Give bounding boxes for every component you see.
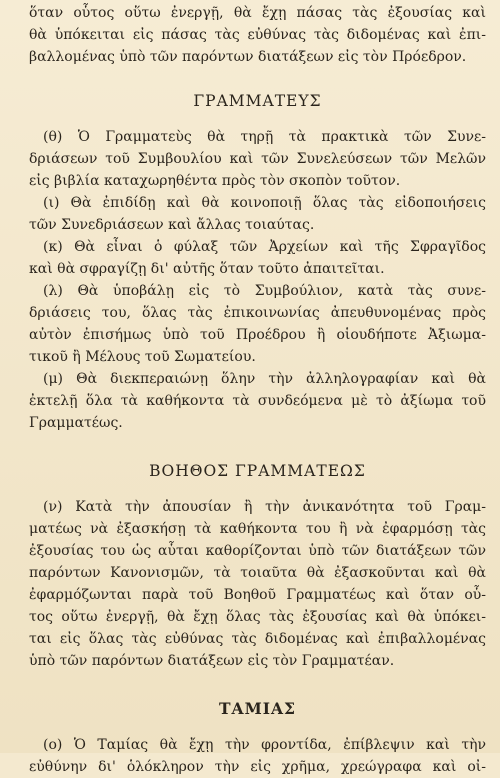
text-line: δριάσεων τοῦ Συμβουλίου καὶ τῶν Συνελεύσεων τῶν Μελῶν <box>29 151 486 167</box>
text-line: ματέως νὰ ἐξασκήσῃ τὰ καθήκοντα του ἢ νὰ ἐφαρμόσῃ τὰς <box>29 521 486 537</box>
text-line: (κ) Θὰ εἶναι ὁ φύλαξ τῶν Ἀρχείων καὶ τῆς Σφραγῖδος <box>43 239 486 255</box>
intro-paragraph <box>29 0 486 68</box>
text-line: (μ) Θὰ διεκπεραιώνῃ ὅλην τὴν ἀλληλογραφίαν καὶ θὰ <box>43 371 486 387</box>
text-line: ἐκτελῇ ὅλα τὰ καθήκοντα τὰ συνδεόμενα μὲ τὸ ἀξίωμα τοῦ <box>29 393 486 409</box>
text-line: βαλλομένας ὑπὸ τῶν παρόντων διατάξεων εἰς τὸν Πρόεδρον. <box>29 49 467 65</box>
paragraph-lambda <box>29 280 486 368</box>
text-line: θὰ ὑπόκειται εἰς πάσας τὰς εὐθύνας τὰς διδομένας καὶ ἐπι- <box>29 27 486 43</box>
paragraph-nu <box>29 496 486 672</box>
text-line: (ι) Θὰ ἐπιδίδῃ καὶ θὰ κοινοποιῇ ὅλας τὰς εἰδοποιήσεις <box>43 195 486 211</box>
text-line: (ν) Κατὰ τὴν ἀπουσίαν ἢ τὴν ἀνικανότητα τοῦ Γραμ- <box>43 499 486 515</box>
text-line: εὐθύνην δι' ὁλόκληρον τὴν εἰς χρῆμα, χρεώγραφα καὶ οἰ- <box>29 759 486 775</box>
text-line: (ο) Ὁ Ταμίας θὰ ἔχῃ τὴν φροντίδα, ἐπίβλεψιν καὶ τὴν <box>43 737 486 753</box>
text-line: (θ) Ὁ Γραμματεὺς θὰ τηρῇ τὰ πρακτικὰ τῶν Συνε- <box>43 129 486 145</box>
text-line: (λ) Θὰ ὑποβάλῃ εἰς τὸ Συμβούλιον, κατὰ τὰς συνε- <box>43 283 486 299</box>
text-line: εἰς βιβλία καταχωρηθέντα πρὸς τὸν σκοπὸν τοῦτον. <box>29 173 401 189</box>
section-heading-voithos-grammateos: ΒΟΗΘΟΣ ΓΡΑΜΜΑΤΕΩΣ <box>149 462 366 480</box>
paragraph-theta <box>29 126 486 192</box>
section-heading-tamias: ΤΑΜΙΑΣ <box>219 699 296 718</box>
text-line: τῶν Συνεδριάσεων καὶ ἄλλας τοιαύτας. <box>29 217 315 233</box>
text-line: αὐτὸν ἐπισήμως ὑπὸ τοῦ Προέδρου ἢ οἱουδήποτε Ἀξιωμα- <box>29 327 486 343</box>
paragraph-kappa <box>29 236 486 280</box>
paragraph-omicron <box>29 734 486 778</box>
text-line: Γραμματέως. <box>29 415 123 431</box>
text-line: τος οὕτω ἐνεργῇ, θὰ ἔχῃ ὅλας τὰς ἐξουσίας καὶ θὰ ὑπόκει- <box>29 609 486 625</box>
text-line: ται εἰς ὅλας τὰς εὐθύνας τὰς διδομένας καὶ ἐπιβαλλομένας <box>29 631 486 647</box>
text-line: καὶ θὰ σφραγίζῃ δι' αὐτῆς ὅταν τοῦτο ἀπαιτεῖται. <box>29 261 385 277</box>
paragraph-mu <box>29 368 486 434</box>
paragraph-iota <box>29 192 486 236</box>
section-heading-grammateus: ΓΡΑΜΜΑΤΕΥΣ <box>193 92 322 110</box>
text-line: ἐξουσίας του ὡς αὗται καθορίζονται ὑπὸ τῶν διατάξεων τῶν <box>29 543 486 559</box>
text-line: τικοῦ ἢ Μέλους τοῦ Σωματείου. <box>29 349 256 365</box>
text-line: ἐφαρμόζωνται παρὰ τοῦ Βοηθοῦ Γραμματέως καὶ ὅταν οὗ- <box>29 587 486 603</box>
text-line: δριάσεις του, ὅλας τὰς ἐπικοινωνίας ἀπευθυνομένας πρὸς <box>29 305 486 321</box>
text-line: παρόντων Κανονισμῶν, τὰ τοιαῦτα θὰ ἐξασκοῦνται καὶ θὰ <box>29 565 486 581</box>
text-line: ὑπὸ τῶν παρόντων διατάξεων εἰς τὸν Γραμματέαν. <box>29 653 395 669</box>
text-line: ὅταν οὗτος οὕτω ἐνεργῇ, θὰ ἔχῃ πάσας τὰς ἐξουσίας καὶ <box>29 5 486 21</box>
